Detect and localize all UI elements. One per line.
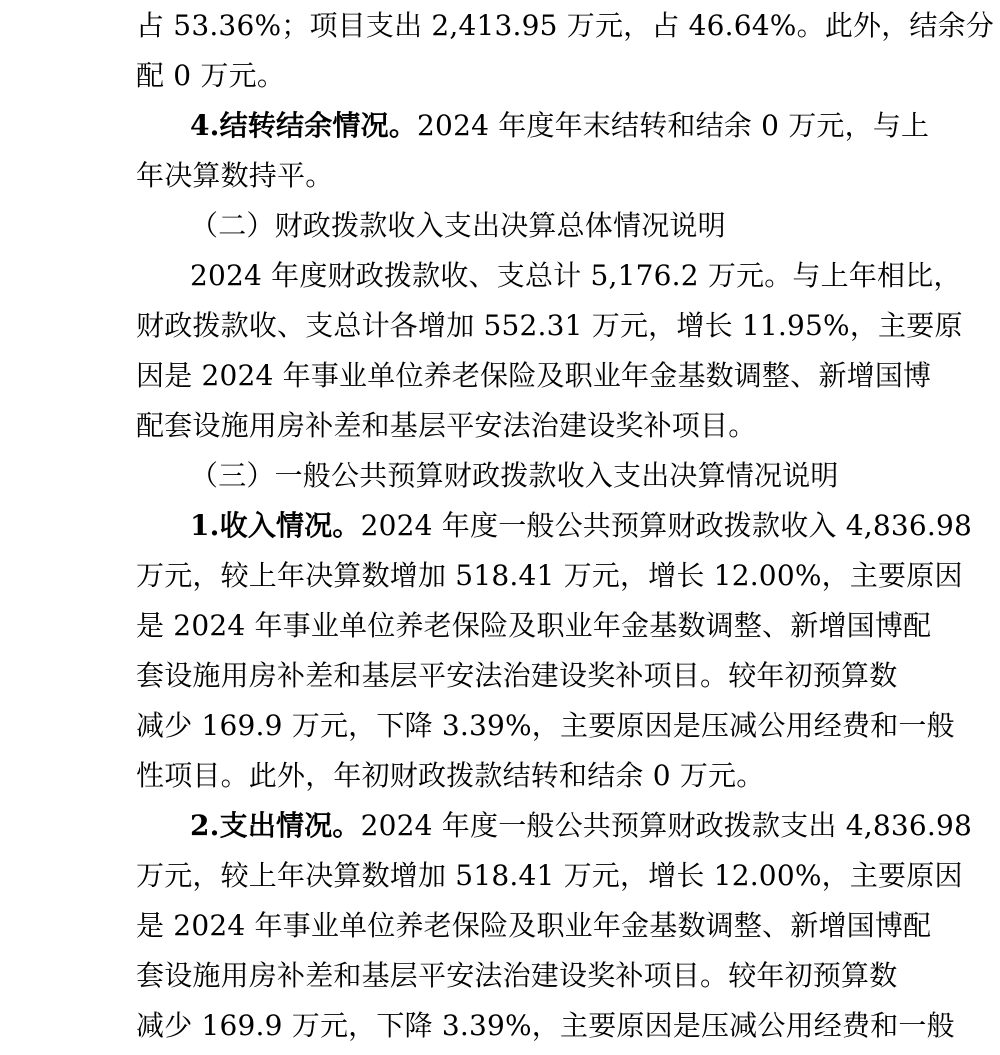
- text-line: 性项目。此外，年初财政拨款结转和结余 0 万元。: [136, 759, 765, 792]
- text-line: 因是 2024 年事业单位养老保险及职业年金基数调整、新增国博: [136, 359, 932, 392]
- section-heading-inline: 4.结转结余情况。: [190, 109, 418, 142]
- text-line: 是 2024 年事业单位养老保险及职业年金基数调整、新增国博配: [136, 609, 932, 642]
- section-heading: （二）财政拨款收入支出决算总体情况说明: [190, 209, 726, 242]
- paragraph-line: [190, 108, 930, 144]
- text-line: 万元，较上年决算数增加 518.41 万元，增长 12.00%，主要原因: [136, 559, 963, 592]
- text-span: 2024 年度一般公共预算财政拨款支出 4,836.98: [360, 809, 972, 842]
- text-line: 减少 169.9 万元，下降 3.39%，主要原因是压减公用经费和一般: [136, 1009, 955, 1042]
- text-span: 2024 年度年末结转和结余 0 万元，与上: [417, 109, 930, 142]
- text-line: 2024 年度财政拨款收、支总计 5,176.2 万元。与上年相比，: [190, 259, 962, 292]
- text-line: 占 53.36%；项目支出 2,413.95 万元，占 46.64%。此外，结余分: [136, 9, 995, 42]
- section-heading-inline: 1.收入情况。: [190, 509, 361, 542]
- section-heading-inline: 2.支出情况。: [190, 809, 361, 842]
- section-heading: （三）一般公共预算财政拨款收入支出决算情况说明: [190, 459, 839, 492]
- paragraph-line: [190, 508, 972, 544]
- text-line: 套设施用房补差和基层平安法治建设奖补项目。较年初预算数: [136, 659, 898, 692]
- text-line: 套设施用房补差和基层平安法治建设奖补项目。较年初预算数: [136, 959, 898, 992]
- text-line: 配套设施用房补差和基层平安法治建设奖补项目。: [136, 409, 757, 442]
- text-line: 配 0 万元。: [136, 59, 286, 92]
- text-line: 年决算数持平。: [136, 159, 334, 192]
- text-line: 减少 169.9 万元，下降 3.39%，主要原因是压减公用经费和一般: [136, 709, 955, 742]
- text-span: 2024 年度一般公共预算财政拨款收入 4,836.98: [360, 509, 972, 542]
- text-line: 是 2024 年事业单位养老保险及职业年金基数调整、新增国博配: [136, 909, 932, 942]
- text-line: 财政拨款收、支总计各增加 552.31 万元，增长 11.95%，主要原: [136, 309, 963, 342]
- paragraph-line: [190, 808, 972, 844]
- text-line: 万元，较上年决算数增加 518.41 万元，增长 12.00%，主要原因: [136, 859, 963, 892]
